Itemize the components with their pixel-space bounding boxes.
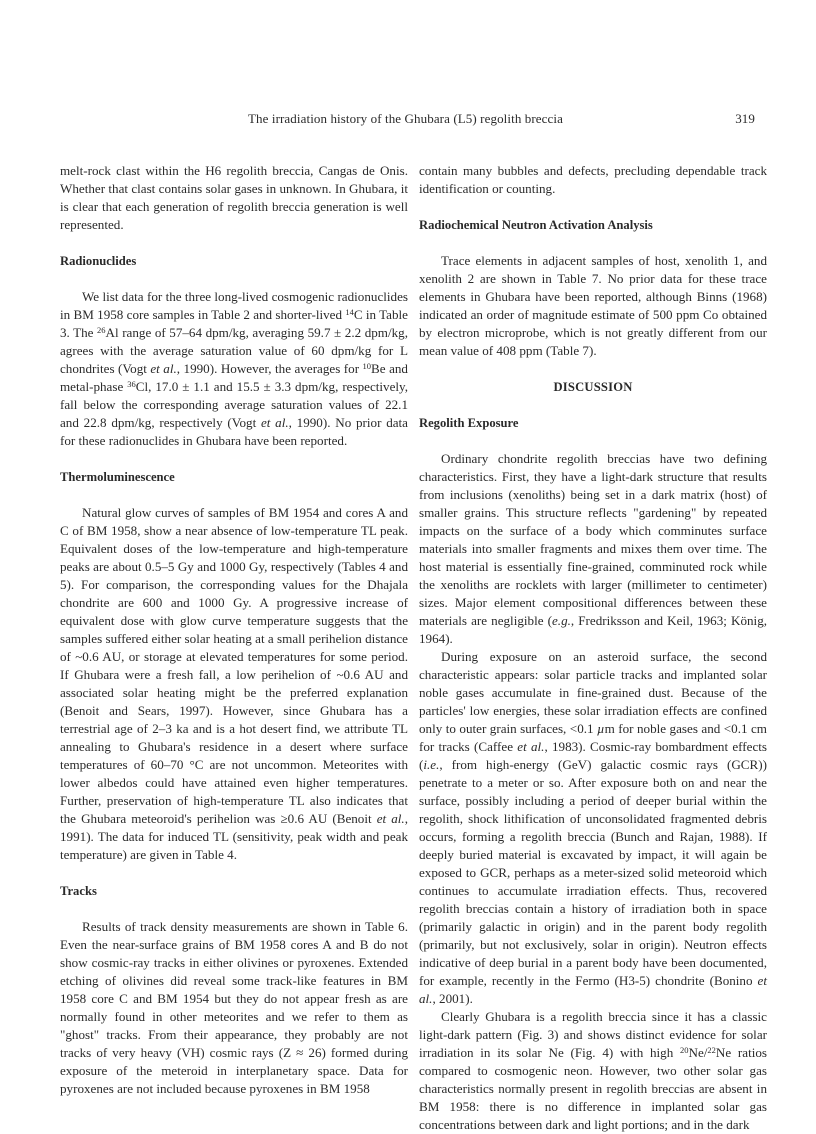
paragraph-regolith-2: During exposure on an asteroid surface, the second characteristic appears: solar particle tracks and implanted solar noble gases accumulate in fine-grained dust. Because of the particles' low energies, these solar irradiation effects are confined only to outer grain surfaces, <0.1 µm for noble gases and <0.1 cm for tracks (Caffee et al., 1983). Cosmic-ray bombardment effects (i.e., from high-energy (GeV) galactic cosmic rays (GCR)) penetrate to a meter or so. After exposure both on and near the surface, possibly including a period of deeper burial within the regolith, shock lithification of unconsolidated fragmented debris occurs, forming a regolith breccia (Bunch and Rajan, 1988). If deeply buried material is excavated by impact, it will again be exposed to GCR, perhaps as a meter-sized solid meteoroid which continues to accumulate irradiation effects. Thus, recovered regolith breccias contain a history of irradiation both in space (primarily galactic in origin) and in the parent body regolith (primarily, but not exclusively, solar in origin). Neutron effects indicative of deep burial in a parent body have been documented, for example, recently in the Fermo (H3-5) chondrite (Bonino et al., 2001). [419,649,767,1006]
paragraph-rnaa: Trace elements in adjacent samples of host, xenolith 1, and xenolith 2 are shown in Table 7. No prior data for these trace elements in Ghubara have been reported, although Binns (1968) indicated an order of magnitude estimate of 500 ppm Co obtained by electron microprobe, which is not greatly different from our mean value of 408 ppm (Table 7). [419,253,767,358]
left-column [60,162,408,1098]
paragraph-tracks: Results of track density measurements are shown in Table 6. Even the near-surface grains of BM 1958 cores A and B do not show cosmic-ray tracks in either olivines or pyroxenes. Extended etching of olivines did reveal some track-like features in BM 1958 core C and BM 1954 but they do not appear fresh as are normally found in other meteorites and we refer to them as "ghost" tracks. From their appearance, they probably are not tracks of very heavy (VH) cosmic rays (Z ≈ 26) formed during exposure of the meteroid in interplanetary space. Data for pyroxenes are not included because pyroxenes in BM 1958 [60,919,408,1096]
heading-tracks: Tracks [60,884,97,898]
paragraph-regolith-1: Ordinary chondrite regolith breccias have two defining characteristics. First, they have a light-dark structure that results from inclusions (xenoliths) being set in a dark matrix (host) of smaller grains. This structure reflects "gardening" by repeated impacts on the surface of a body which comminutes surface materials into smaller fragments and mixes them over time. The host material is essentially fine-grained, comminuted rock while the xenoliths are rocklets with larger (millimeter to centimeter) sizes. Major element compositional differences between these materials are negligible (e.g., Fredriksson and Keil, 1963; König, 1964). [419,451,768,646]
right-column [419,162,767,1134]
heading-regolith-exposure: Regolith Exposure [419,416,519,430]
running-title: The irradiation history of the Ghubara (L5) regolith breccia [248,111,563,126]
heading-thermoluminescence: Thermoluminescence [60,470,175,484]
paragraph-regolith-3: Clearly Ghubara is a regolith breccia since it has a classic light-dark pattern (Fig. 3) and shows distinct evidence for solar irradiation in its solar Ne (Fig. 4) with high $^{20}$Ne/$^{22}$Ne ratios compared to cosmogenic neon. However, two other solar gas characteristics normally present in regolith breccias are absent in BM 1958: there is no difference in implanted solar gas concentrations between dark and light portions; and in the dark [419,1009,767,1132]
heading-radionuclides: Radionuclides [60,254,137,268]
paragraph-radionuclides: We list data for the three long-lived cosmogenic radionuclides in BM 1958 core samples in Table 2 and shorter-lived $^{14}$C in Table 3. The $^{26}$Al range of 57–64 dpm/kg, averaging 59.7 ± 2.2 dpm/kg, agrees with the average saturation value of 60 dpm/kg for L chondrites (Vogt et al., 1990). However, the averages for $^{10}$Be and metal-phase $^{36}$Cl, 17.0 ± 1.1 and 15.5 ± 3.3 dpm/kg, respectively, fall below the corresponding average saturation values of 22.1 and 22.8 dpm/kg, respectively (Vogt et al., 1990). No prior data for these radionuclides in Ghubara have been reported. [60,289,409,448]
paragraph-continuation: melt-rock clast within the H6 regolith breccia, Cangas de Onis. Whether that clast contains solar gases in unknown. In Ghubara, it is clear that each generation of regolith breccia generation is well represented. [60,163,408,232]
running-header [60,111,760,131]
heading-discussion: DISCUSSION [553,380,633,394]
paragraph-thermoluminescence: Natural glow curves of samples of BM 1954 and cores A and C of BM 1958, show a near absence of low-temperature TL peak. Equivalent doses of the low-temperature and high-temperature peaks are about 0.5–5 Gy and 1000 Gy, respectively (Tables 4 and 5). For comparison, the corresponding values for the Dhajala chondrite are 600 and 1000 Gy. A progressive increase of equivalent dose with glow curve temperature suggests that the samples suffered either solar heating at a small perihelion distance of ~0.6 AU, or storage at elevated temperatures for some period. If Ghubara were a fresh fall, a low perihelion of ~0.6 AU and associated solar heating might be the preferred explanation (Benoit and Sears, 1997). However, since Ghubara has a terrestrial age of 2–3 ka and is a hot desert find, we attribute TL annealing to Ghubara's residence in a desert where surface temperatures of 60–70 °C are not uncommon. Meteorites with lower albedos could have attained even higher temperatures. Further, preservation of high-temperature TL also indicates that the Ghubara meteoroid's perihelion was ≥0.6 AU (Benoit et al., 1991). The data for induced TL (sensitivity, peak width and peak temperature) are given in Table 4. [60,505,408,862]
paragraph-continuation-right: contain many bubbles and defects, precluding dependable track identification or counting. [419,163,767,196]
page-number: 319 [735,111,755,126]
heading-rnaa: Radiochemical Neutron Activation Analysis [419,218,653,232]
